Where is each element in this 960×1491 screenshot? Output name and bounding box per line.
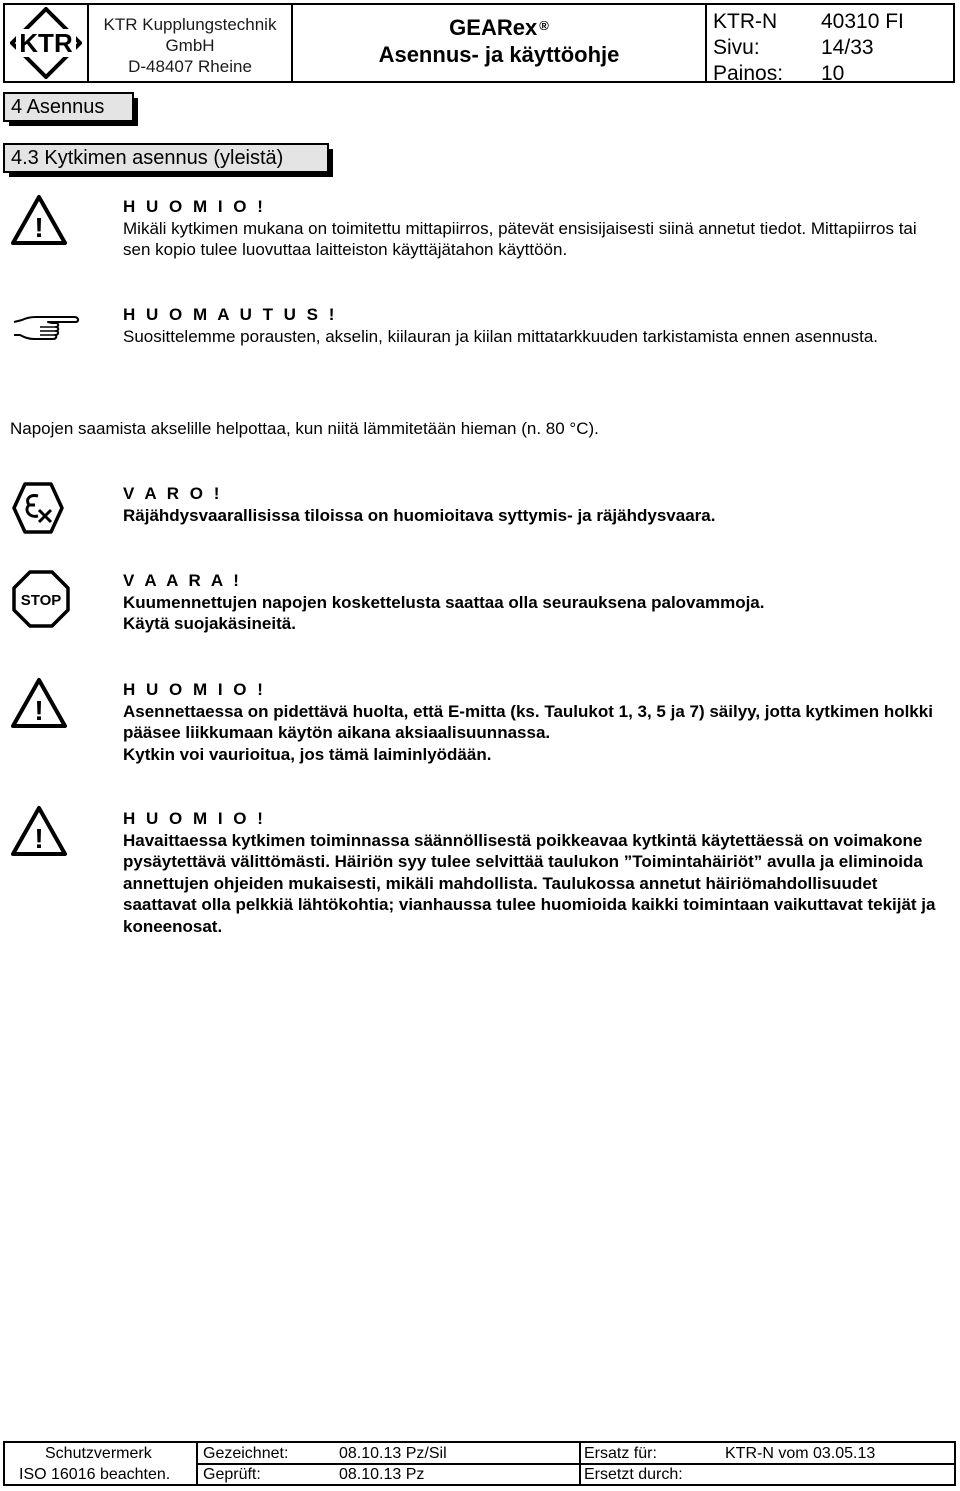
protection-notice-2: ISO 16016 beachten. (19, 1466, 171, 1483)
explosion-hazard-icon (12, 482, 64, 539)
notice-body: Kytkin voi vaurioitua, jos tämä laiminlyödään. (123, 744, 492, 764)
product-title-block (293, 5, 707, 81)
doc-number: 40310 FI (821, 10, 904, 33)
doc-label: KTR-N (713, 10, 778, 33)
document-title: Asennus- ja käyttöohje (378, 42, 620, 67)
document-meta (707, 5, 953, 85)
danger-heading: V A A R A ! (123, 571, 242, 590)
note-body: Suosittelemme porausten, akselin, kiilauran ja kiilan mittatarkkuuden tarkistamista ennen asennusta. (123, 326, 879, 346)
checked-value: 08.10.13 Pz (339, 1466, 425, 1483)
heating-instruction: Napojen saamista akselille helpottaa, kun niitä lämmitetään hieman (n. 80 °C). (10, 419, 599, 438)
ktr-logo (5, 5, 89, 81)
notice-attention-1 (123, 196, 943, 261)
company-form: GmbH (165, 36, 215, 55)
note-heading: H U O M A U T U S ! (123, 305, 338, 324)
company-address (89, 5, 293, 81)
registered-mark: ® (539, 18, 549, 33)
page-number: 14/33 (821, 36, 874, 59)
notice-body: Havaittaessa kytkimen toiminnassa säännöllisestä poikkeavaa kytkintä käytettäessä on voimakone pysäytettävä välittömästi. Häiriön syy tulee selvittää taulukon ”Toimintahäiriöt” avulla ja eliminoida annettujen ohjeiden mukaisesti, mikäli mahdollista. Taulukossa annetut häiriömahdollisuudet saattavat olla pelkkiä lähtökohtia; vianhaussa tulee huomioida kaikki toimintaan vaikuttavat tekijät ja koneenosat. (123, 830, 936, 936)
svg-text:!: ! (34, 212, 44, 243)
document-footer (3, 1441, 956, 1486)
svg-text:STOP: STOP (20, 592, 62, 609)
warning-triangle-icon (10, 805, 68, 862)
notice-heading: H U O M I O ! (123, 197, 266, 216)
drawn-label: Gezeichnet: (203, 1445, 289, 1462)
stop-sign-icon (12, 570, 70, 633)
caution-body: Räjähdysvaarallisissa tiloissa on huomioitava syttymis- ja räjähdysvaara. (123, 505, 716, 525)
svg-text:!: ! (34, 823, 44, 854)
company-city: D-48407 Rheine (128, 57, 252, 76)
checked-label: Geprüft: (203, 1466, 261, 1483)
notice-body: Mikäli kytkimen mukana on toimitettu mittapiirros, pätevät ensisijaisesti siinä annetut tiedot. Mittapiirros tai sen kopio tulee luovuttaa laitteiston käyttäjätahon käyttöön. (123, 218, 917, 259)
product-name: GEARex (449, 15, 538, 40)
company-name: KTR Kupplungstechnik (103, 15, 277, 34)
notice-note (123, 304, 943, 347)
protection-notice-1: Schutzvermerk (45, 1445, 152, 1462)
svg-text:!: ! (34, 695, 44, 726)
danger-body-2: Käytä suojakäsineitä. (123, 614, 296, 633)
section-heading: 4 Asennus (3, 92, 134, 122)
document-header (3, 3, 955, 83)
danger-body-1: Kuumennettujen napojen koskettelusta saattaa olla seurauksena palovammoja. (123, 592, 765, 612)
notice-attention-3 (123, 808, 943, 937)
replaced-by-label: Ersetzt durch: (584, 1466, 683, 1483)
notice-danger (123, 570, 943, 635)
replaces-label: Ersatz für: (584, 1445, 657, 1462)
replaces-value: KTR-N vom 03.05.13 (725, 1445, 876, 1462)
svg-text:KTR: KTR (19, 28, 73, 58)
drawn-value: 08.10.13 Pz/Sil (339, 1445, 447, 1462)
edition-label: Painos: (713, 62, 784, 85)
subsection-heading: 4.3 Kytkimen asennus (yleistä) (3, 143, 329, 173)
edition-number: 10 (821, 62, 845, 85)
page-label: Sivu: (713, 36, 760, 59)
warning-triangle-icon (10, 194, 68, 251)
notice-heading: H U O M I O ! (123, 680, 266, 699)
notice-heading: H U O M I O ! (123, 809, 266, 828)
notice-body: Asennettaessa on pidettävä huolta, että E-mitta (ks. Taulukot 1, 3, 5 ja 7) säilyy, jotta kytkimen holkki pääsee liikkumaan käytön aikana aksiaalisuunnassa. (123, 701, 933, 742)
notice-attention-2 (123, 679, 943, 765)
warning-triangle-icon (10, 677, 68, 734)
pointing-hand-icon (12, 312, 86, 347)
caution-heading: V A R O ! (123, 484, 223, 503)
notice-caution (123, 483, 943, 526)
